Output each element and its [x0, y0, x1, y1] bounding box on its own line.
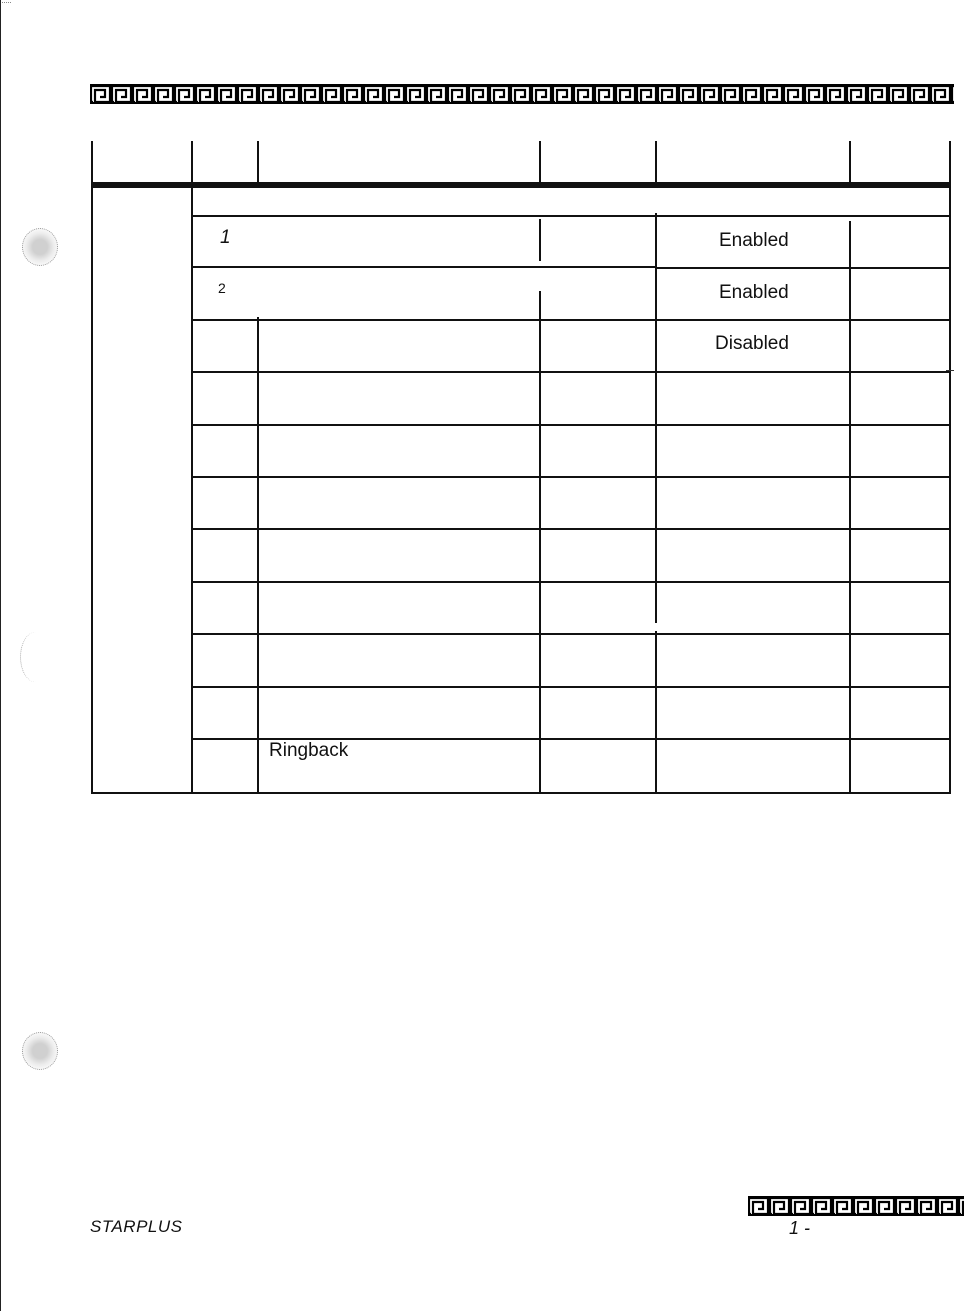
row-divider — [191, 633, 949, 635]
page-number: 1 - — [789, 1218, 811, 1238]
status-cell: Disabled — [715, 333, 789, 354]
footer-brand: STARPLUS — [90, 1217, 183, 1236]
col-divider — [191, 141, 193, 792]
col-divider — [539, 219, 541, 261]
row-divider — [193, 215, 949, 217]
row-number: 2 — [218, 280, 226, 296]
margin-tick — [946, 370, 954, 371]
col-divider — [849, 221, 851, 792]
row-divider — [655, 267, 949, 269]
greek-key-border-icon — [90, 84, 954, 104]
col-divider — [257, 317, 259, 792]
row-divider — [191, 371, 949, 373]
page-left-edge — [0, 0, 1, 1311]
binding-ring-mark — [20, 632, 51, 682]
scan-mark — [2, 2, 11, 4]
row-divider — [191, 319, 949, 321]
status-cell: Enabled — [719, 230, 789, 251]
col-divider — [655, 631, 657, 792]
row-divider — [191, 266, 655, 268]
col-divider — [655, 213, 657, 623]
feature-table — [91, 141, 951, 794]
col-divider — [539, 291, 541, 792]
greek-key-border-bottom — [748, 1196, 964, 1216]
row-divider — [191, 424, 949, 426]
row-divider — [191, 528, 949, 530]
row-divider — [191, 686, 949, 688]
col-divider — [849, 141, 851, 186]
punch-hole-icon — [22, 1032, 58, 1070]
col-divider — [655, 141, 657, 186]
punch-hole-icon — [22, 228, 58, 266]
feature-cell: Ringback — [269, 740, 349, 761]
status-cell: Enabled — [719, 282, 789, 303]
row-number: 1 — [220, 227, 231, 248]
col-divider — [257, 141, 259, 186]
greek-key-border-icon — [748, 1196, 964, 1216]
greek-key-border-top — [90, 84, 954, 104]
row-divider — [191, 476, 949, 478]
table-header-rule — [93, 182, 949, 188]
col-divider — [539, 141, 541, 186]
row-divider — [191, 581, 949, 583]
